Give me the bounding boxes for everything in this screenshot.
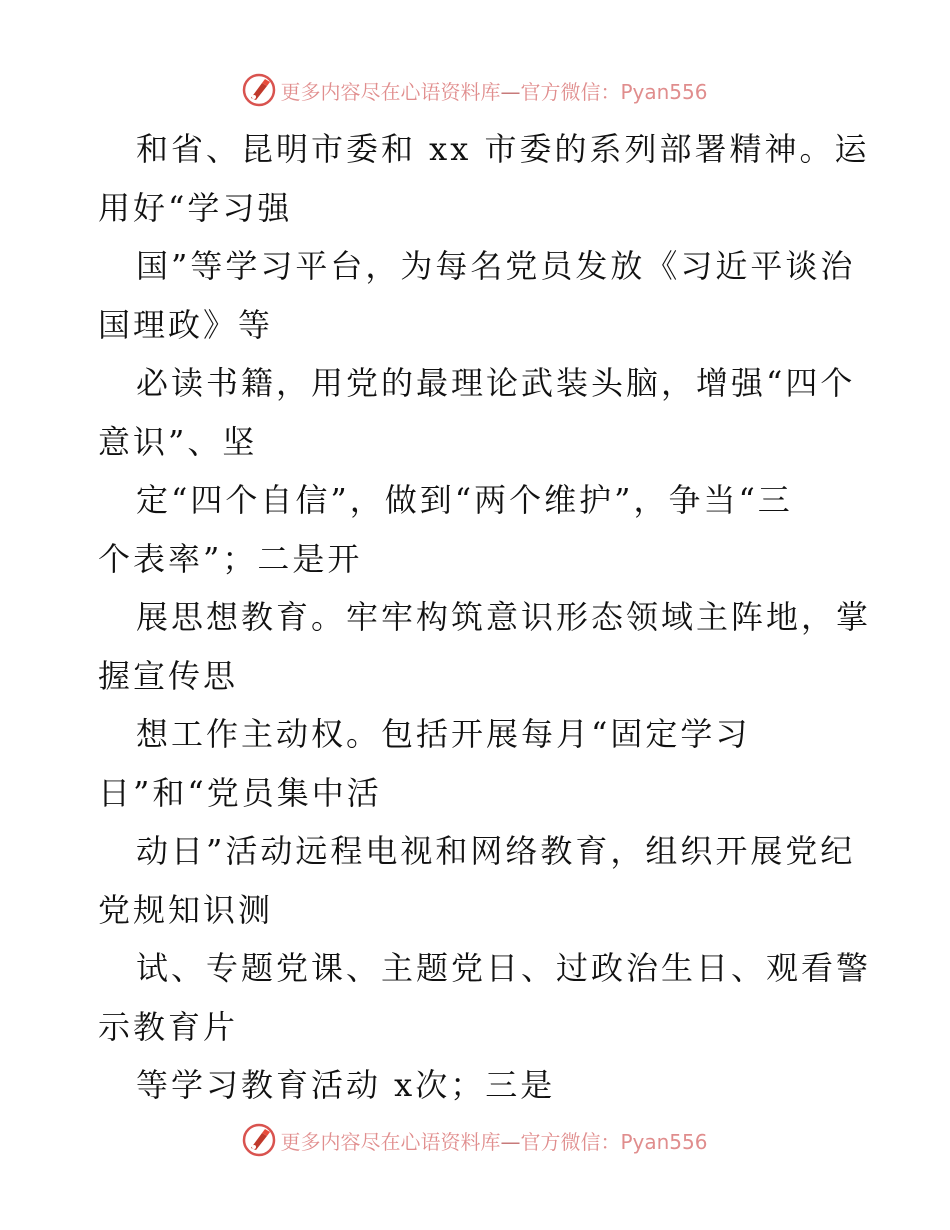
banner-text xyxy=(280,1126,707,1155)
banner-separator: — xyxy=(500,1129,521,1154)
header-watermark-banner xyxy=(0,70,950,110)
text-line: 必读书籍，用党的最理论武装头脑，增强“四个 xyxy=(136,364,856,402)
banner-official-text: 官方微信：Pyan556 xyxy=(520,1129,708,1154)
text-line: 日”和“党员集中活 xyxy=(98,773,382,812)
text-line: 个表率”；二是开 xyxy=(98,539,363,578)
text-line: 意识”、坚 xyxy=(98,422,258,461)
text-line: 动日”活动远程电视和网络教育，组织开展党纪 xyxy=(136,832,856,870)
banner-site-text: 更多内容尽在心语资料库 xyxy=(280,1129,501,1154)
text-line: 国理政》等 xyxy=(98,305,274,344)
banner-official-text: 官方微信：Pyan556 xyxy=(520,79,708,104)
text-line: 定“四个自信”，做到“两个维护”，争当“三 xyxy=(136,481,793,519)
pen-nib-logo-icon xyxy=(242,1123,276,1157)
text-line: 握宣传思 xyxy=(98,656,239,695)
footer-watermark-banner xyxy=(0,1120,950,1160)
text-line: 展思想教育。牢牢构筑意识形态领域主阵地，掌 xyxy=(136,598,872,636)
text-line: 和省、昆明市委和 xx 市委的系列部署精神。运 xyxy=(136,130,870,168)
pen-nib-logo-icon xyxy=(242,73,276,107)
text-line: 想工作主动权。包括开展每月“固定学习 xyxy=(136,715,751,753)
text-line: 等学习教育活动 x次；三是 xyxy=(136,1066,556,1104)
text-line: 国”等学习平台，为每名党员发放《习近平谈治 xyxy=(136,247,856,285)
text-line: 党规知识测 xyxy=(98,890,274,929)
banner-separator: — xyxy=(500,79,521,104)
text-line: 示教育片 xyxy=(98,1007,239,1046)
banner-text xyxy=(280,76,707,105)
document-body xyxy=(98,120,872,1115)
text-line: 用好“学习强 xyxy=(98,188,293,227)
text-line: 试、专题党课、主题党日、过政治生日、观看警 xyxy=(136,949,872,987)
banner-site-text: 更多内容尽在心语资料库 xyxy=(280,79,501,104)
